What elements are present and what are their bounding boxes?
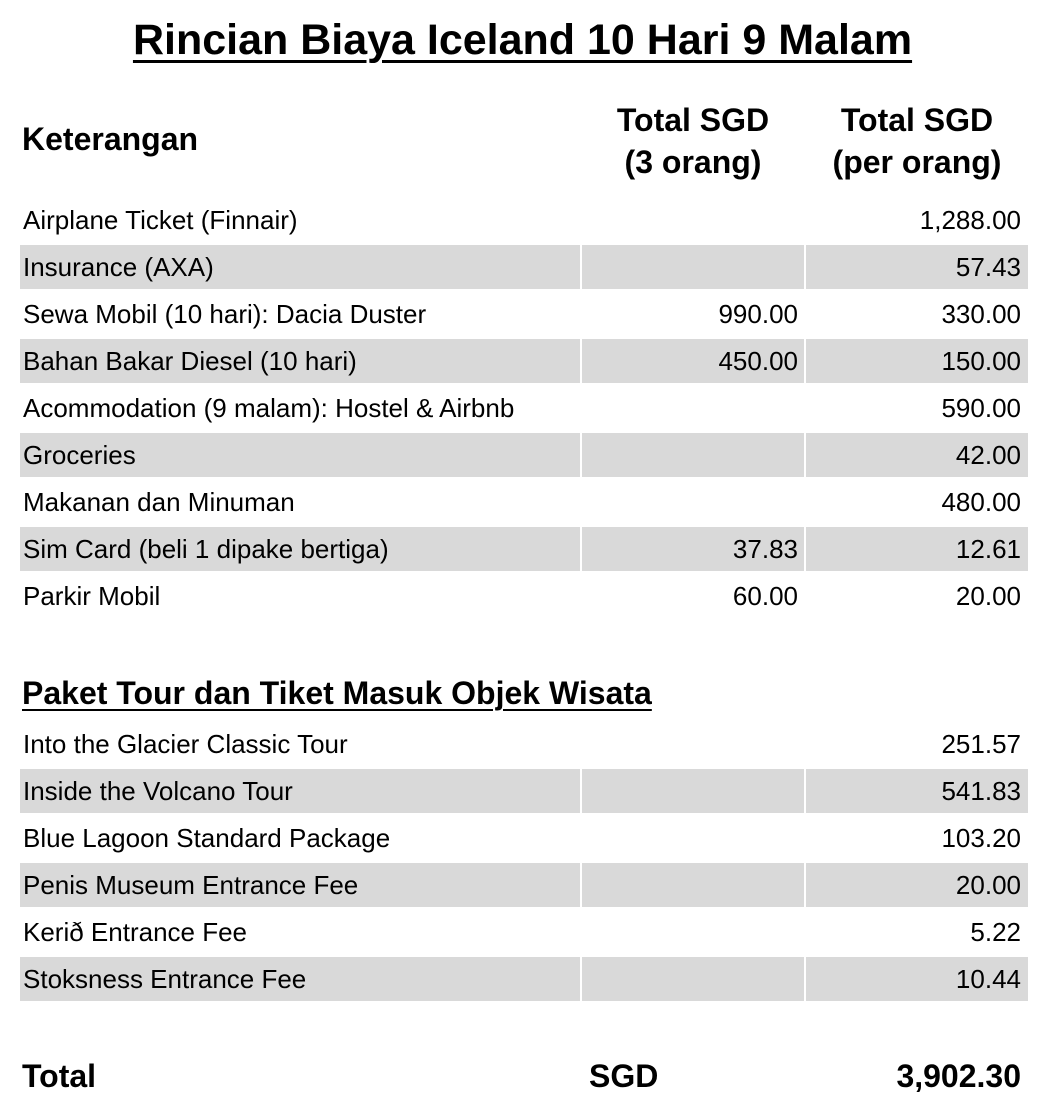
cost-row xyxy=(20,339,1028,383)
tour-total-3 xyxy=(582,863,804,907)
total-currency: SGD xyxy=(589,1058,659,1094)
cost-row xyxy=(20,433,1028,477)
cost-desc: Makanan dan Minuman xyxy=(23,487,295,517)
cost-desc: Airplane Ticket (Finnair) xyxy=(23,205,298,235)
tour-desc: Penis Museum Entrance Fee xyxy=(20,863,580,907)
cost-desc: Bahan Bakar Diesel (10 hari) xyxy=(20,339,580,383)
tour-per-orang: 10.44 xyxy=(806,957,1028,1001)
tour-row xyxy=(20,957,1028,1001)
tour-desc: Kerið Entrance Fee xyxy=(23,917,248,947)
tour-per-orang: 5.22 xyxy=(970,917,1021,947)
cost-desc: Sim Card (beli 1 dipake bertiga) xyxy=(20,527,580,571)
page-title: Rincian Biaya Iceland 10 Hari 9 Malam xyxy=(132,16,913,64)
tour-row xyxy=(20,816,1028,860)
cost-per-orang: 590.00 xyxy=(941,393,1021,423)
cost-desc: Parkir Mobil xyxy=(23,581,161,611)
cost-row xyxy=(20,292,1028,336)
cost-row xyxy=(20,386,1028,430)
column-header-total-3-line2: (3 orang) xyxy=(624,144,762,180)
cost-total-3: 37.83 xyxy=(582,527,804,571)
cost-per-orang: 57.43 xyxy=(806,245,1028,289)
cost-total-3 xyxy=(582,245,804,289)
tour-desc: Stoksness Entrance Fee xyxy=(20,957,580,1001)
tour-total-3 xyxy=(582,722,804,766)
column-header-keterangan: Keterangan xyxy=(22,121,199,157)
tour-per-orang: 103.20 xyxy=(941,823,1021,853)
cost-total-3: 990.00 xyxy=(718,299,798,329)
cost-per-orang: 12.61 xyxy=(806,527,1028,571)
tour-row xyxy=(20,769,1028,813)
cost-desc: Insurance (AXA) xyxy=(20,245,580,289)
cost-row xyxy=(20,245,1028,289)
tour-total-3 xyxy=(582,957,804,1001)
cost-row xyxy=(20,198,1028,242)
column-header-per-orang-line2: (per orang) xyxy=(832,144,1002,180)
cost-per-orang: 150.00 xyxy=(806,339,1028,383)
tour-per-orang: 251.57 xyxy=(941,729,1021,759)
tour-per-orang: 541.83 xyxy=(806,769,1028,813)
tour-desc: Blue Lagoon Standard Package xyxy=(23,823,391,853)
cost-total-3: 450.00 xyxy=(582,339,804,383)
tour-total-3 xyxy=(582,769,804,813)
cost-total-3 xyxy=(582,198,804,242)
tours-section-title: Paket Tour dan Tiket Masuk Objek Wisata xyxy=(22,675,652,711)
column-header-total-per-orang xyxy=(806,99,1028,183)
cost-row xyxy=(20,480,1028,524)
tour-per-orang: 20.00 xyxy=(806,863,1028,907)
cost-desc: Groceries xyxy=(20,433,580,477)
tour-desc: Into the Glacier Classic Tour xyxy=(23,729,348,759)
tour-desc: Inside the Volcano Tour xyxy=(20,769,580,813)
tour-total-3 xyxy=(582,816,804,860)
cost-per-orang: 42.00 xyxy=(806,433,1028,477)
cost-row xyxy=(20,574,1028,618)
cost-total-3: 60.00 xyxy=(732,581,798,611)
cost-total-3 xyxy=(582,386,804,430)
cost-per-orang: 480.00 xyxy=(941,487,1021,517)
tour-row xyxy=(20,863,1028,907)
tour-row xyxy=(20,910,1028,954)
column-header-total-3-orang xyxy=(582,99,804,183)
cost-row xyxy=(20,527,1028,571)
tour-total-3 xyxy=(582,910,804,954)
column-header-per-orang-line1: Total SGD xyxy=(840,102,994,138)
cost-per-orang: 1,288.00 xyxy=(919,205,1021,235)
cost-total-3 xyxy=(582,480,804,524)
cost-desc: Sewa Mobil (10 hari): Dacia Duster xyxy=(23,299,427,329)
total-value: 3,902.30 xyxy=(896,1058,1021,1094)
cost-per-orang: 330.00 xyxy=(941,299,1021,329)
total-label: Total xyxy=(22,1058,97,1094)
cost-per-orang: 20.00 xyxy=(955,581,1021,611)
tour-row xyxy=(20,722,1028,766)
column-header-total-3-line1: Total SGD xyxy=(616,102,770,138)
cost-total-3 xyxy=(582,433,804,477)
cost-desc: Acommodation (9 malam): Hostel & Airbnb xyxy=(23,393,515,423)
